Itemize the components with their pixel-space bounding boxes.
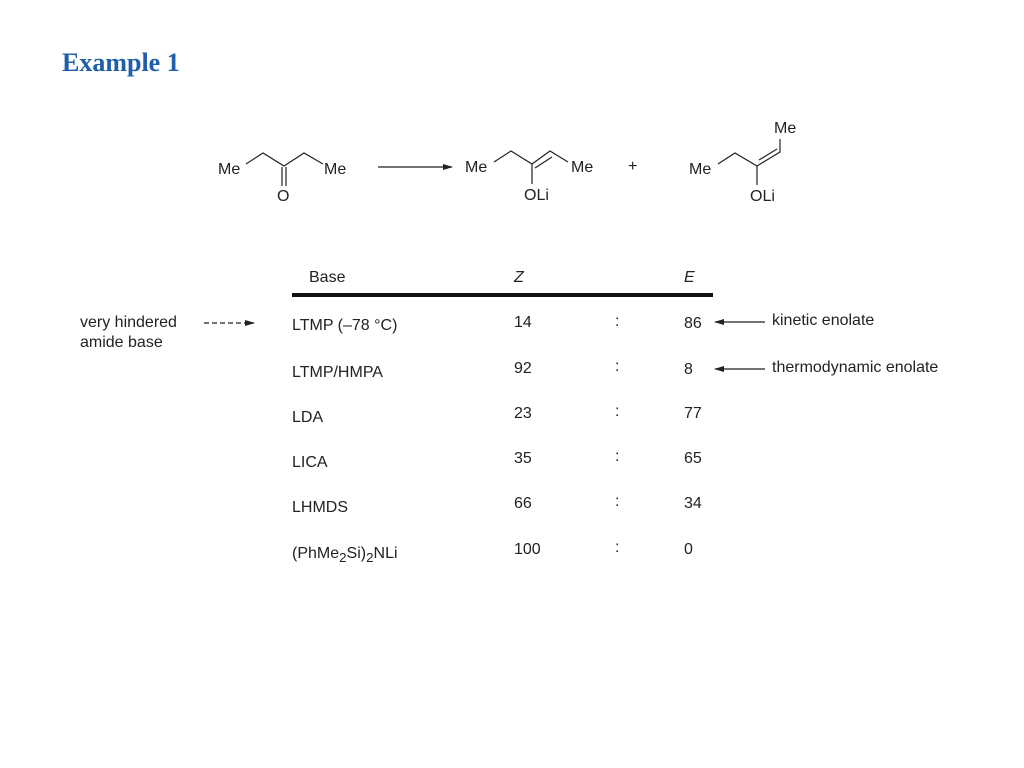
z-enolate-bonds bbox=[494, 151, 568, 164]
row5-e: 34 bbox=[684, 495, 702, 512]
row6-base-mid: Si) bbox=[346, 545, 367, 562]
product-e-enolate bbox=[689, 120, 796, 205]
reactant-ketone bbox=[218, 153, 346, 205]
row6-z: 100 bbox=[514, 541, 541, 558]
kinetic-enolate-note: kinetic enolate bbox=[772, 312, 875, 329]
row3-separator: : bbox=[615, 403, 620, 420]
header-z: Z bbox=[514, 269, 524, 286]
plus-sign: + bbox=[628, 158, 638, 175]
e-me-top: Me bbox=[774, 120, 797, 137]
row3-e: 77 bbox=[684, 405, 702, 422]
row1-z: 14 bbox=[514, 314, 532, 331]
z-oli: OLi bbox=[524, 187, 549, 204]
row6-separator: : bbox=[615, 539, 620, 556]
row5-base: LHMDS bbox=[292, 499, 349, 516]
row4-base: LICA bbox=[292, 454, 328, 471]
z-me-left: Me bbox=[465, 159, 488, 176]
header-base: Base bbox=[309, 269, 346, 286]
row1-base: LTMP (–78 °C) bbox=[292, 317, 398, 334]
row6-base-sub1: 2 bbox=[339, 550, 347, 566]
product-z-enolate bbox=[465, 151, 593, 204]
e-oli: OLi bbox=[750, 188, 775, 205]
row2-separator: : bbox=[615, 358, 620, 375]
row1-separator: : bbox=[615, 313, 620, 330]
e-enolate-double-bond bbox=[759, 149, 777, 160]
row2-e: 8 bbox=[684, 361, 693, 378]
reactant-oxygen: O bbox=[277, 188, 290, 205]
row6-base-prefix: (PhMe bbox=[292, 545, 340, 562]
row1-e: 86 bbox=[684, 315, 702, 332]
row6-base bbox=[292, 544, 398, 568]
header-rule bbox=[292, 293, 713, 297]
row3-z: 23 bbox=[514, 405, 532, 422]
row4-e: 65 bbox=[684, 450, 702, 467]
reactant-bonds bbox=[246, 153, 323, 166]
row5-z: 66 bbox=[514, 495, 532, 512]
z-enolate-double-bond bbox=[535, 157, 552, 168]
hindered-base-note bbox=[80, 313, 177, 353]
reactant-me-left: Me bbox=[218, 161, 241, 178]
hindered-note-line2: amide base bbox=[80, 334, 163, 351]
row6-e: 0 bbox=[684, 541, 693, 558]
row6-base-suffix: NLi bbox=[373, 545, 398, 562]
slide-title: Example 1 bbox=[62, 48, 180, 77]
thermodynamic-enolate-note: thermodynamic enolate bbox=[772, 359, 939, 376]
e-me-left: Me bbox=[689, 161, 712, 178]
row4-z: 35 bbox=[514, 450, 532, 467]
row2-z: 92 bbox=[514, 360, 532, 377]
hindered-note-line1: very hindered bbox=[80, 314, 177, 331]
reactant-me-right: Me bbox=[324, 161, 347, 178]
row5-separator: : bbox=[615, 493, 620, 510]
header-e: E bbox=[684, 269, 695, 286]
row6-base-sub2: 2 bbox=[366, 550, 374, 566]
row4-separator: : bbox=[615, 448, 620, 465]
row2-base: LTMP/HMPA bbox=[292, 364, 383, 381]
row3-base: LDA bbox=[292, 409, 324, 426]
z-me-right: Me bbox=[571, 159, 594, 176]
